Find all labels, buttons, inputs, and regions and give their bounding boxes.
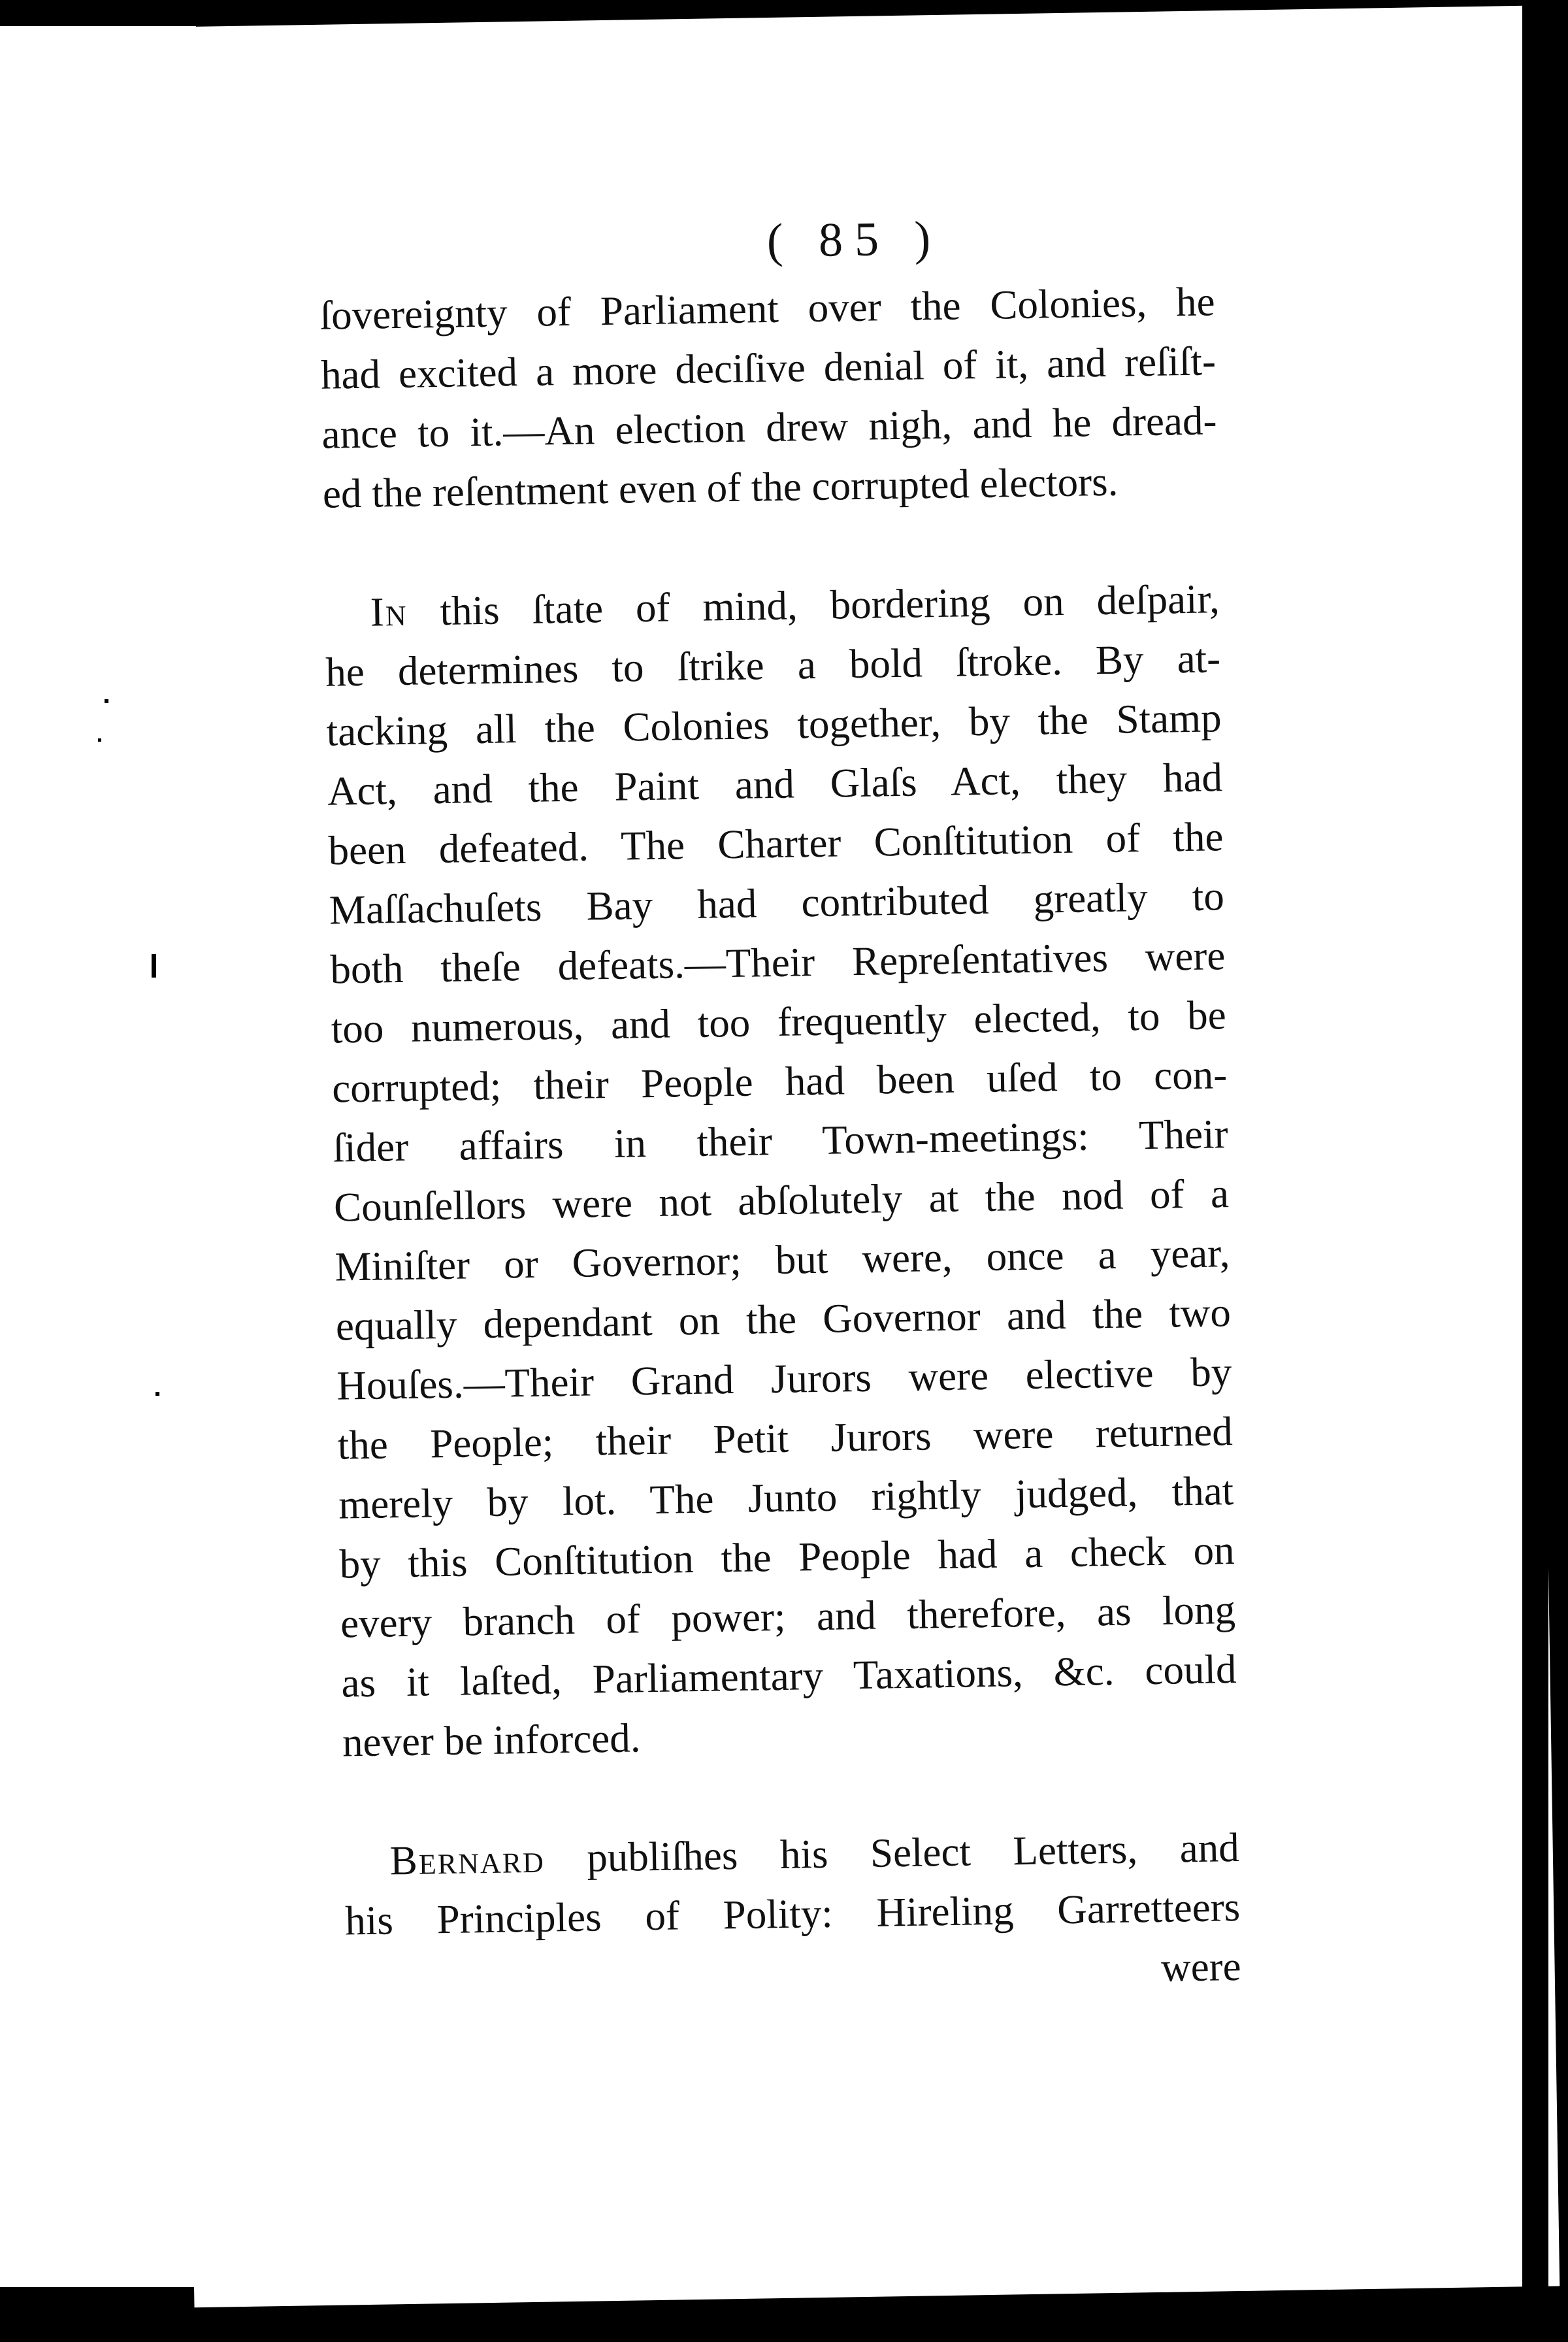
text-line: both theſe defeats.—Their Repreſentatives were (329, 932, 1226, 993)
text-line: too numerous, and too frequently elected, to be (331, 992, 1227, 1052)
text-line: Maſſachuſets Bay had contributed greatly to (329, 873, 1225, 933)
paragraph-lead: Bernard (389, 1835, 546, 1884)
text-line: Houſes.—Their Grand Jurors were elective by (336, 1349, 1232, 1409)
paragraph-lead: In (370, 588, 408, 635)
text-line-rest: publiſhes his Select Letters, and (544, 1824, 1240, 1881)
text-line: Act, and the Paint and Glaſs Act, they had (327, 754, 1223, 814)
text-line: by this Conſtitution the People had a check on (339, 1527, 1235, 1587)
text-line: had excited a more deciſive denial of it, and reſiſt- (320, 338, 1217, 398)
text-line: his Principles of Polity: Hireling Garretteers (344, 1883, 1241, 1944)
text-line: ance to it.—An election drew nigh, and he dread- (321, 397, 1217, 457)
text-line: every branch of power; and therefore, as long (340, 1587, 1236, 1647)
page-edge-shadow (1522, 0, 1548, 2342)
paragraph-1 (319, 272, 1218, 523)
page-number: ( 85 ) (766, 211, 943, 269)
text-line: Counſellors were not abſolutely at the nod of a (333, 1170, 1230, 1230)
text-line: he determines to ſtrike a bold ſtroke. By at- (325, 635, 1221, 695)
text-line: merely by lot. The Junto rightly judged, that (338, 1468, 1234, 1528)
text-line: the People; their Petit Jurors were returned (337, 1408, 1233, 1468)
text-line: Miniſter or Governor; but were, once a year, (334, 1230, 1230, 1290)
text-line: as it laſted, Parliamentary Taxations, &c. could (341, 1646, 1237, 1706)
body-text (319, 272, 1241, 2010)
text-line: tacking all the Colonies together, by the Stamp (326, 695, 1222, 755)
catchword: were (1160, 1943, 1242, 1990)
paragraph-2 (324, 569, 1237, 1772)
book-page (159, 6, 1560, 2307)
text-line: corrupted; their People had been uſed to con- (331, 1051, 1228, 1112)
text-line-rest: this ſtate of mind, bordering on deſpair, (407, 576, 1220, 635)
text-line: ſider affairs in their Town-meetings: Their (333, 1111, 1229, 1171)
text-line: ed the reſentment even of the corrupted electors. (322, 458, 1119, 517)
text-line: never be inforced. (342, 1715, 641, 1766)
text-line: equally dependant on the Governor and the two (335, 1289, 1232, 1349)
text-line: been defeated. The Charter Conſtitution of the (327, 814, 1224, 874)
text-line: ſovereignty of Parliament over the Colonies, he (319, 278, 1216, 338)
paragraph-3 (344, 1818, 1241, 2010)
